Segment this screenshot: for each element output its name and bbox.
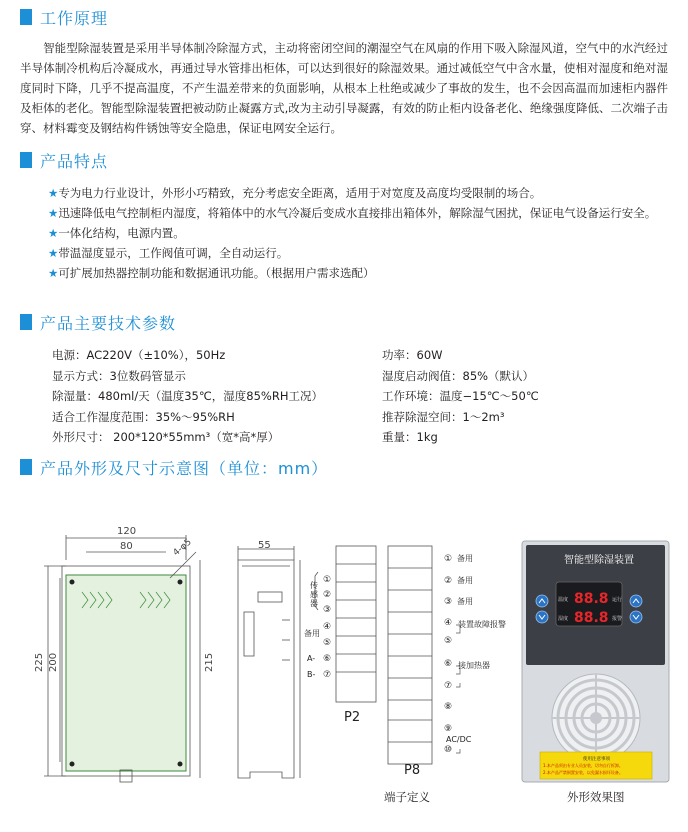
- warning-line: 1.本产品须由专业人员安装，切勿自行拆卸。: [543, 763, 623, 768]
- principle-text: 智能型除湿装置是采用半导体制冷除湿方式，主动将密闭空间的潮湿空气在风扇的作用下吸入除湿风道，空气中的水汽经过半导体制冷机构后冷凝成水，再通过导水管排出柜体，可以达到很好的除湿效果。通过减低空气中含水量，使相对湿度和绝对湿度同时下降，几乎不提高温度，不产生温差带来的负面影响，从根本上杜绝或减少了事故的发生，也不会因高温而加速柜内器件及柜体的老化。智能型除湿装置把被动防止凝露方式,改为主动引导凝露，有效的防止柜内设备老化、绝缘强度降低、二次端子击穿、材料霉变及钢结构件锈蚀等安全隐患，保证电网安全运行。: [20, 41, 668, 135]
- p2-pin: ④: [323, 622, 332, 632]
- p2-label: P2: [344, 710, 361, 725]
- caption-appearance: 外形效果图: [567, 790, 625, 804]
- terminal-p8: [388, 546, 432, 764]
- display-bottom-readout: 88.8: [574, 610, 609, 626]
- warning-title: 使用注意事项: [583, 757, 610, 762]
- p2-note-spare: 备用: [304, 629, 320, 638]
- feature-item: ★迅速降低电气控制柜内湿度，将箱体中的水气冷凝后变成水直接排出箱体外，解除湿气困扰，保证电气设备运行安全。: [48, 206, 657, 220]
- section-title-dimensions: 产品外形及尺寸示意图（单位：mm）: [40, 458, 329, 478]
- display-label-run: 运行: [612, 597, 623, 603]
- p8-pin: ②: [444, 576, 453, 586]
- front-view-drawing: [44, 535, 200, 782]
- feature-item: ★一体化结构，电源内置。: [48, 226, 185, 240]
- feature-item: ★带温湿度显示，工作阀值可调，全自动运行。: [48, 246, 289, 260]
- p8-note-spare-3: 备用: [457, 597, 473, 606]
- spec-humidity-range: 适合工作湿度范围：35%～95%RH: [52, 409, 235, 424]
- feature-item: ★可扩展加热器控制功能和数据通讯功能。（根据用户需求选配）: [48, 266, 375, 280]
- section-title-principle: 工作原理: [40, 8, 109, 28]
- star-icon: ★: [48, 266, 59, 280]
- device-appearance: [522, 541, 669, 782]
- dim-height-inner: 200: [48, 652, 59, 672]
- spec-power-supply: 电源：AC220V（±10%），50Hz: [52, 348, 226, 362]
- p8-note-spare-2: 备用: [457, 576, 473, 585]
- p2-pin: ⑦: [323, 670, 332, 680]
- p8-pin: ⑨: [444, 724, 453, 734]
- spec-dimensions: 外形尺寸： 200*120*55mm³（宽*高*厚）: [52, 430, 280, 444]
- display-label-temp: 温度: [558, 597, 569, 603]
- p8-pin: ⑧: [444, 702, 453, 712]
- spec-space: 推荐除湿空间：1～2m³: [382, 409, 505, 424]
- dim-height-outer: 225: [34, 652, 45, 672]
- feature-item: ★专为电力行业设计，外形小巧精致，充分考虑安全距离，适用于对宽度及高度均受限制的场合。: [48, 186, 542, 200]
- spec-power: 功率：60W: [382, 348, 443, 362]
- p2-note-a: A-: [307, 654, 316, 663]
- dim-width-outer: 120: [117, 526, 137, 537]
- p2-pin: ③: [323, 605, 332, 615]
- p2-note-sensor: 传感器: [310, 581, 318, 608]
- p8-pin: ⑥: [444, 659, 453, 669]
- dim-depth: 55: [258, 540, 271, 551]
- dim-hole-note: 4-φ5: [171, 537, 194, 559]
- p8-note-heater: 接加热器: [458, 661, 490, 670]
- device-title: 智能型除湿装置: [564, 555, 634, 566]
- display-label-alarm: 报警: [612, 616, 623, 622]
- spec-dehumidify-rate: 除湿量：480ml/天（温度35℃，湿度85%RH工况）: [52, 389, 323, 403]
- p8-pin: ③: [444, 597, 453, 607]
- p2-note-b: B-: [307, 670, 316, 679]
- dim-width-inner: 80: [120, 541, 133, 552]
- star-icon: ★: [48, 246, 59, 260]
- p8-note-fault: 装置故障报警: [458, 620, 506, 629]
- section-title-features: 产品特点: [40, 151, 109, 171]
- section-title-specs: 产品主要技术参数: [40, 313, 177, 333]
- spec-environment: 工作环境：温度−15℃～50℃: [382, 389, 539, 403]
- star-icon: ★: [48, 186, 59, 200]
- p8-pin: ⑩: [444, 745, 453, 755]
- display-top-readout: 88.8: [574, 591, 609, 607]
- p2-pin: ⑥: [323, 654, 332, 664]
- side-view-drawing: [238, 546, 300, 778]
- p8-note-spare-1: 备用: [457, 554, 473, 563]
- p2-pin: ①: [323, 575, 332, 585]
- dim-height-side: 215: [204, 652, 215, 672]
- p2-pin: ⑤: [323, 638, 332, 648]
- star-icon: ★: [48, 206, 59, 220]
- spec-threshold: 湿度启动阀值：85%（默认）: [382, 368, 535, 383]
- p8-pin: ④: [444, 618, 453, 628]
- p8-pin: ⑤: [444, 636, 453, 646]
- p8-note-acdc: AC/DC: [446, 735, 472, 744]
- caption-terminal: 端子定义: [384, 790, 430, 804]
- warning-line: 2.本产品严禁倒置安装，以免漏水损坏设备。: [543, 770, 623, 775]
- spec-display: 显示方式：3位数码管显示: [52, 368, 186, 383]
- spec-weight: 重量：1kg: [382, 430, 438, 444]
- p8-pin: ⑦: [444, 681, 453, 691]
- star-icon: ★: [48, 226, 59, 240]
- p2-pin: ②: [323, 590, 332, 600]
- p8-pin: ①: [444, 554, 453, 564]
- p8-label: P8: [404, 763, 421, 778]
- display-label-humidity: 湿度: [558, 616, 569, 622]
